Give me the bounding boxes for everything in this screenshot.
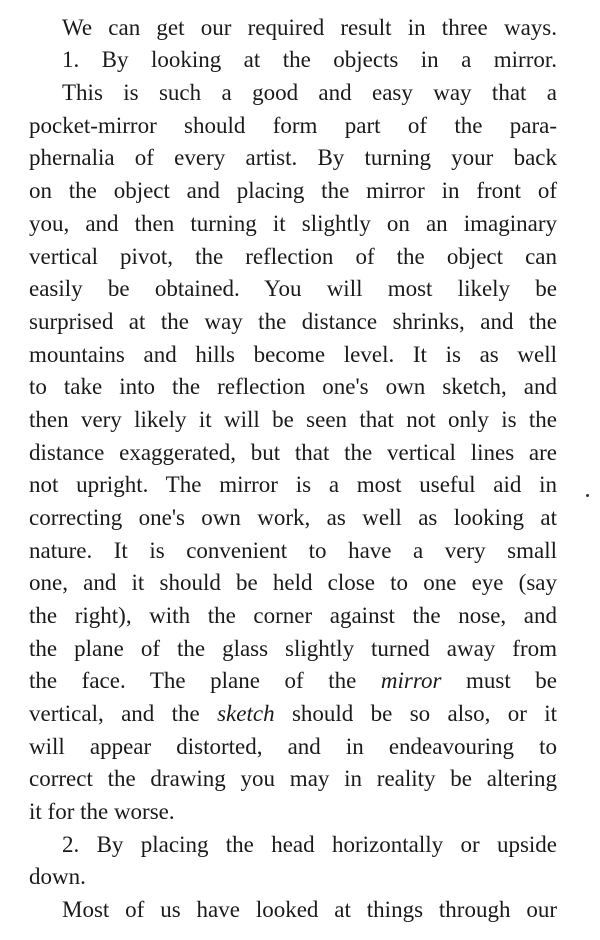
text-line — [29, 698, 557, 730]
text-line: correcting one's own work, as well as looking at — [29, 505, 557, 530]
text-line: not upright. The mirror is a most useful aid in — [29, 472, 557, 497]
text-line: easily be obtained. You will most likely be — [29, 276, 557, 301]
italic-word: sketch — [217, 701, 275, 726]
text-line: 2. By placing the head horizontally or upside — [62, 832, 557, 857]
text-line: on the object and placing the mirror in front of — [29, 178, 557, 203]
text-line: correct the drawing you may in reality be altering — [29, 766, 557, 791]
text-line: one, and it should be held close to one eye (say — [29, 570, 557, 595]
italic-word: mirror — [380, 668, 442, 693]
text-line: nature. It is convenient to have a very small — [29, 538, 557, 563]
text-line: it for the worse. — [29, 799, 175, 824]
text-run: vertical, and the — [29, 701, 218, 726]
text-line: then very likely it will be seen that not only is the — [29, 407, 557, 432]
print-speck — [586, 494, 589, 497]
text-line: vertical pivot, the reflection of the object can — [29, 244, 557, 269]
text-line: We can get our required result in three ways. — [62, 15, 557, 40]
text-line: to take into the reflection one's own sketch, and — [29, 374, 557, 399]
text-line: Most of us have looked at things through our — [62, 897, 557, 922]
text-line: surprised at the way the distance shrinks, and the — [29, 309, 557, 334]
text-line: the plane of the glass slightly turned away from — [29, 636, 557, 661]
text-line: distance exaggerated, but that the vertical lines are — [29, 440, 557, 465]
text-run: the face. The plane of the — [29, 668, 381, 693]
text-line: phernalia of every artist. By turning your back — [29, 145, 557, 170]
text-line: you, and then turning it slightly on an imaginary — [29, 211, 557, 236]
text-line: down. — [29, 864, 86, 889]
text-line — [29, 665, 557, 697]
text-run: must be — [441, 668, 557, 693]
text-line: will appear distorted, and in endeavouring to — [29, 734, 557, 759]
text-run: should be so also, or it — [274, 701, 557, 726]
text-line: pocket-mirror should form part of the para- — [29, 113, 557, 138]
text-line: mountains and hills become level. It is as well — [29, 342, 557, 367]
text-line: 1. By looking at the objects in a mirror. — [62, 47, 557, 72]
text-line: This is such a good and easy way that a — [62, 80, 557, 105]
text-line: the right), with the corner against the nose, and — [29, 603, 557, 628]
